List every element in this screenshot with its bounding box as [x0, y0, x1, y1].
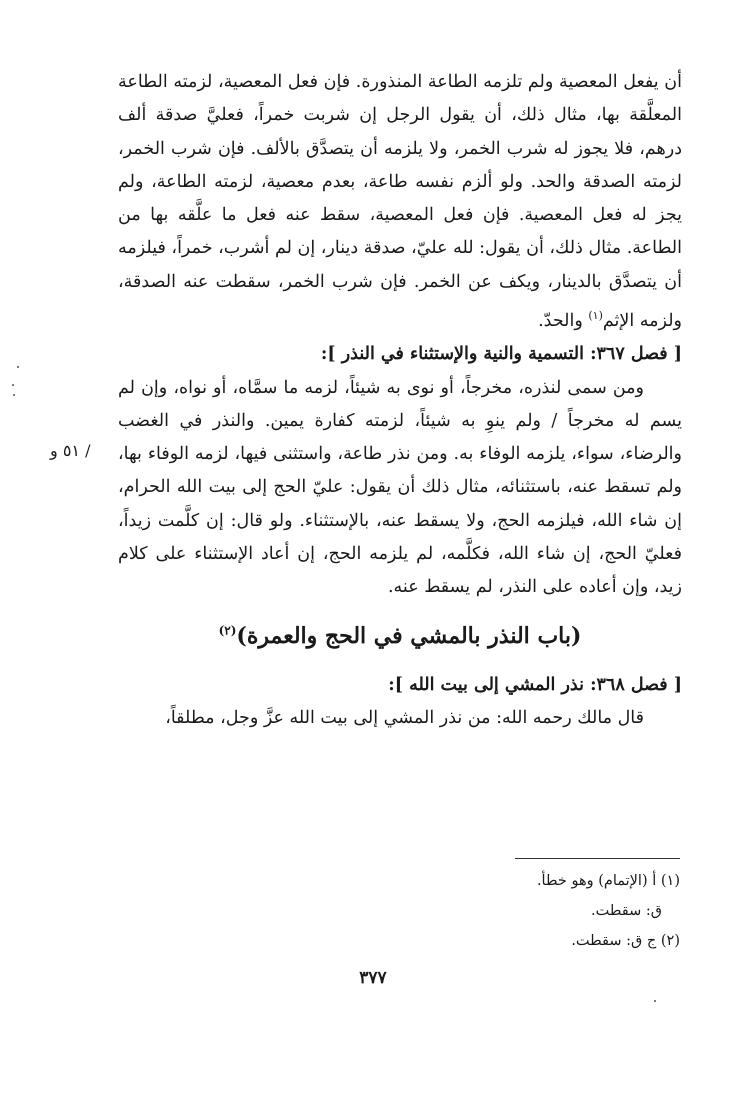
- footnote-2: (٢) ج ق: سقطت.: [571, 933, 680, 949]
- scan-speck: [13, 394, 15, 396]
- page-body: [118, 66, 682, 735]
- paragraph-1-tail: والحدّ.: [538, 310, 589, 331]
- margin-folio-note: / ٥١ و: [50, 441, 91, 460]
- section-heading-368: [ فصل ٣٦٨: نذر المشي إلى بيت الله ]:: [388, 674, 682, 695]
- footnote-marker-1: (١): [588, 309, 603, 323]
- footnote-1-continuation: ق: سقطت.: [591, 903, 662, 919]
- scan-speck: [654, 1000, 656, 1002]
- chapter-title: [118, 623, 682, 649]
- chapter-title-text: (باب النذر بالمشي في الحج والعمرة): [236, 622, 582, 649]
- paragraph-1: [118, 66, 682, 338]
- paragraph-2: ومن سمى لنذره، مخرجاً، أو نوى به شيئاً، لزمه ما سمَّاه، أو نواه، وإن لم يسم له مخرجاً / ولم ينوِ به شيئاً، لزمته كفارة يمين. والنذر في الغضب والرضاء، سواء، يلزمه الوفاء به. ومن نذر طاعة، واستثنى فيها، لزمه الوفاء بها، ولم تسقط عنه، باستثنائه، مثال ذلك أن يقول: عليّ الحج إلى بيت الله الحرام، إن شاء الله، فيلزمه الحج، ولا يسقط عنه، بالإستثناء. ولو قال: إن كلَّمت زيداً، فعليّ الحج، إن شاء الله، فكلَّمه، لم يلزمه الحج، إن أعاد الإستثناء على كلام زيد، وإن أعاده على النذر، لم يسقط عنه.: [118, 377, 682, 598]
- footnote-separator: [515, 858, 680, 859]
- scan-speck: [12, 384, 14, 386]
- footnote-marker-2: (٢): [218, 623, 237, 638]
- footnotes: [537, 866, 680, 956]
- section-heading-367: [ فصل ٣٦٧: التسمية والنية والإستثناء في النذر ]:: [320, 344, 682, 365]
- scan-speck: [17, 366, 19, 368]
- paragraph-3: قال مالك رحمه الله: من نذر المشي إلى بيت الله عزَّ وجل، مطلقاً،: [165, 707, 644, 728]
- page-number: ٣٧٧: [359, 968, 387, 988]
- paragraph-1-text: أن يفعل المعصية ولم تلزمه الطاعة المنذورة. فإن فعل المعصية، لزمته الطاعة المعلَّقة بها، مثال ذلك، أن يقول الرجل إن شربت خمراً، فعليَّ صدقة ألف درهم، فلا يجوز له شرب الخمر، ولا يلزمه أن يتصدَّق بالألف. فإن شرب الخمر، لزمته الصدقة والحد. ولو ألزم نفسه طاعة، بعدم معصية، لزمته الطاعة، ولم يجز له فعل المعصية. فإن فعل المعصية، سقط عنه فعل ما علَّقه بها من الطاعة. مثال ذلك، أن يقول: لله عليّ، صدقة دينار، إن لم أشرب، خمراً، فيلزمه أن يتصدَّق بالدينار، ويكف عن الخمر. فإن شرب الخمر، سقطت عنه الصدقة، ولزمه الإثم: [118, 72, 682, 331]
- footnote-1: (١) أ (الإتمام) وهو خطأ.: [536, 873, 680, 889]
